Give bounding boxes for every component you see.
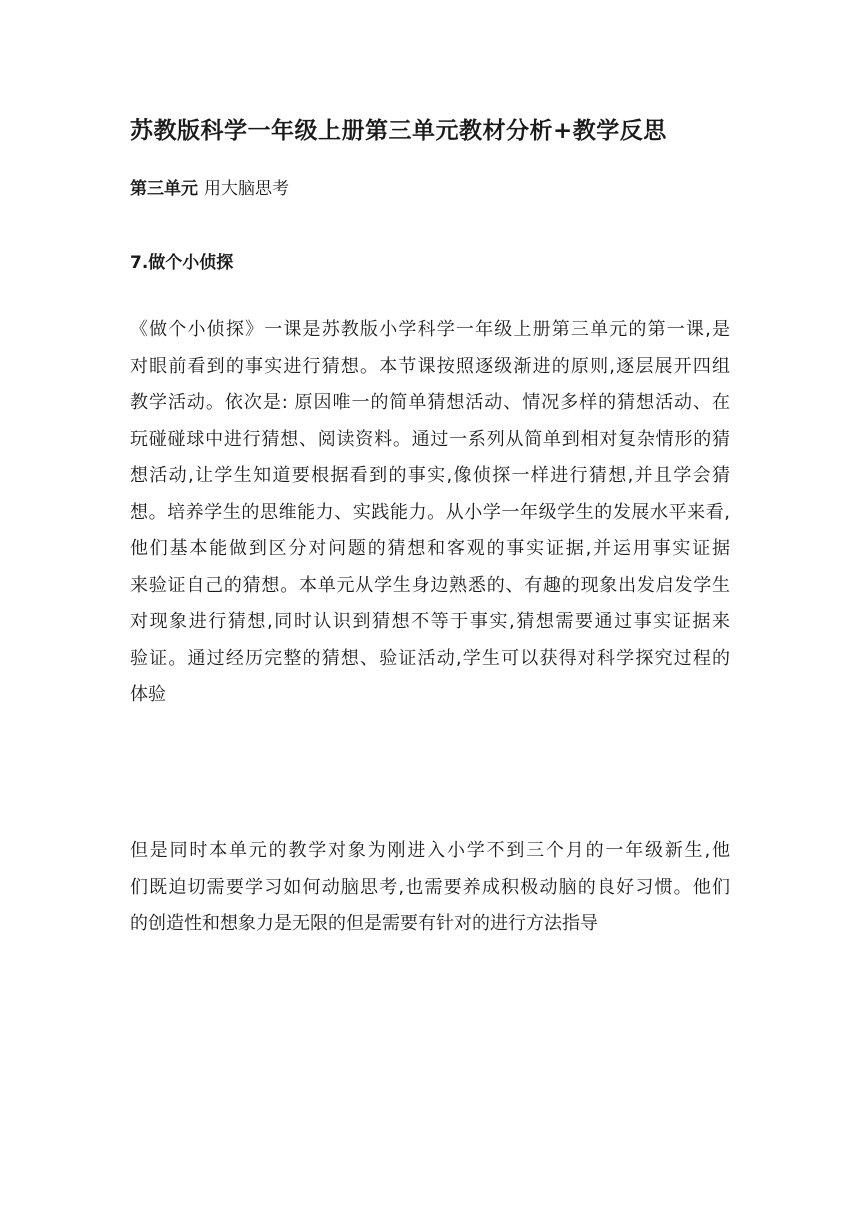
paragraph-line: 的创造性和想象力是无限的但是需要有针对的进行方法指导 [130,913,598,934]
paragraph-line: 来验证自己的猜想。本单元从学生身边熟悉的、有趣的现象出发启发学生 [130,574,730,596]
paragraph-teaching-reflection [130,833,730,943]
paragraph-line: 想活动,让学生知道要根据看到的事实,像侦探一样进行猜想,并且学会猜 [130,465,730,486]
paragraph-line: 他们基本能做到区分对问题的猜想和客观的事实证据,并运用事实证据 [130,538,730,559]
paragraph-line: 体验 [130,684,166,705]
paragraph-line: 对现象进行猜想,同时认识到猜想不等于事实,猜想需要通过事实证据来 [130,611,730,632]
paragraph-line: 玩碰碰球中进行猜想、阅读资料。通过一系列从简单到相对复杂情形的猜 [130,428,730,450]
paragraph-line: 想。培养学生的思维能力、实践能力。从小学一年级学生的发展水平来看, [130,501,730,523]
paragraph-line: 们既迫切需要学习如何动脑思考,也需要养成积极动脑的良好习惯。他们 [130,876,730,898]
paragraph-line: 验证。通过经历完整的猜想、验证活动,学生可以获得对科学探究过程的 [130,647,730,669]
paragraph-line: 但是同时本单元的教学对象为刚进入小学不到三个月的一年级新生,他 [130,840,730,861]
paragraph-lesson-analysis [130,312,730,714]
lesson-heading: 7.做个小侦探 [130,253,234,273]
unit-name: 用大脑思考 [204,179,289,199]
paragraph-line: 教学活动。依次是: 原因唯一的简单猜想活动、情况多样的猜想活动、在 [130,392,730,413]
document-title: 苏教版科学一年级上册第三单元教材分析+教学反思 [130,118,667,144]
unit-heading [130,174,289,199]
paragraph-line: 对眼前看到的事实进行猜想。本节课按照逐级渐进的原则,逐层展开四组 [130,355,730,377]
unit-label: 第三单元 [130,179,198,199]
paragraph-line: 《做个小侦探》一课是苏教版小学科学一年级上册第三单元的第一课,是 [130,319,730,340]
